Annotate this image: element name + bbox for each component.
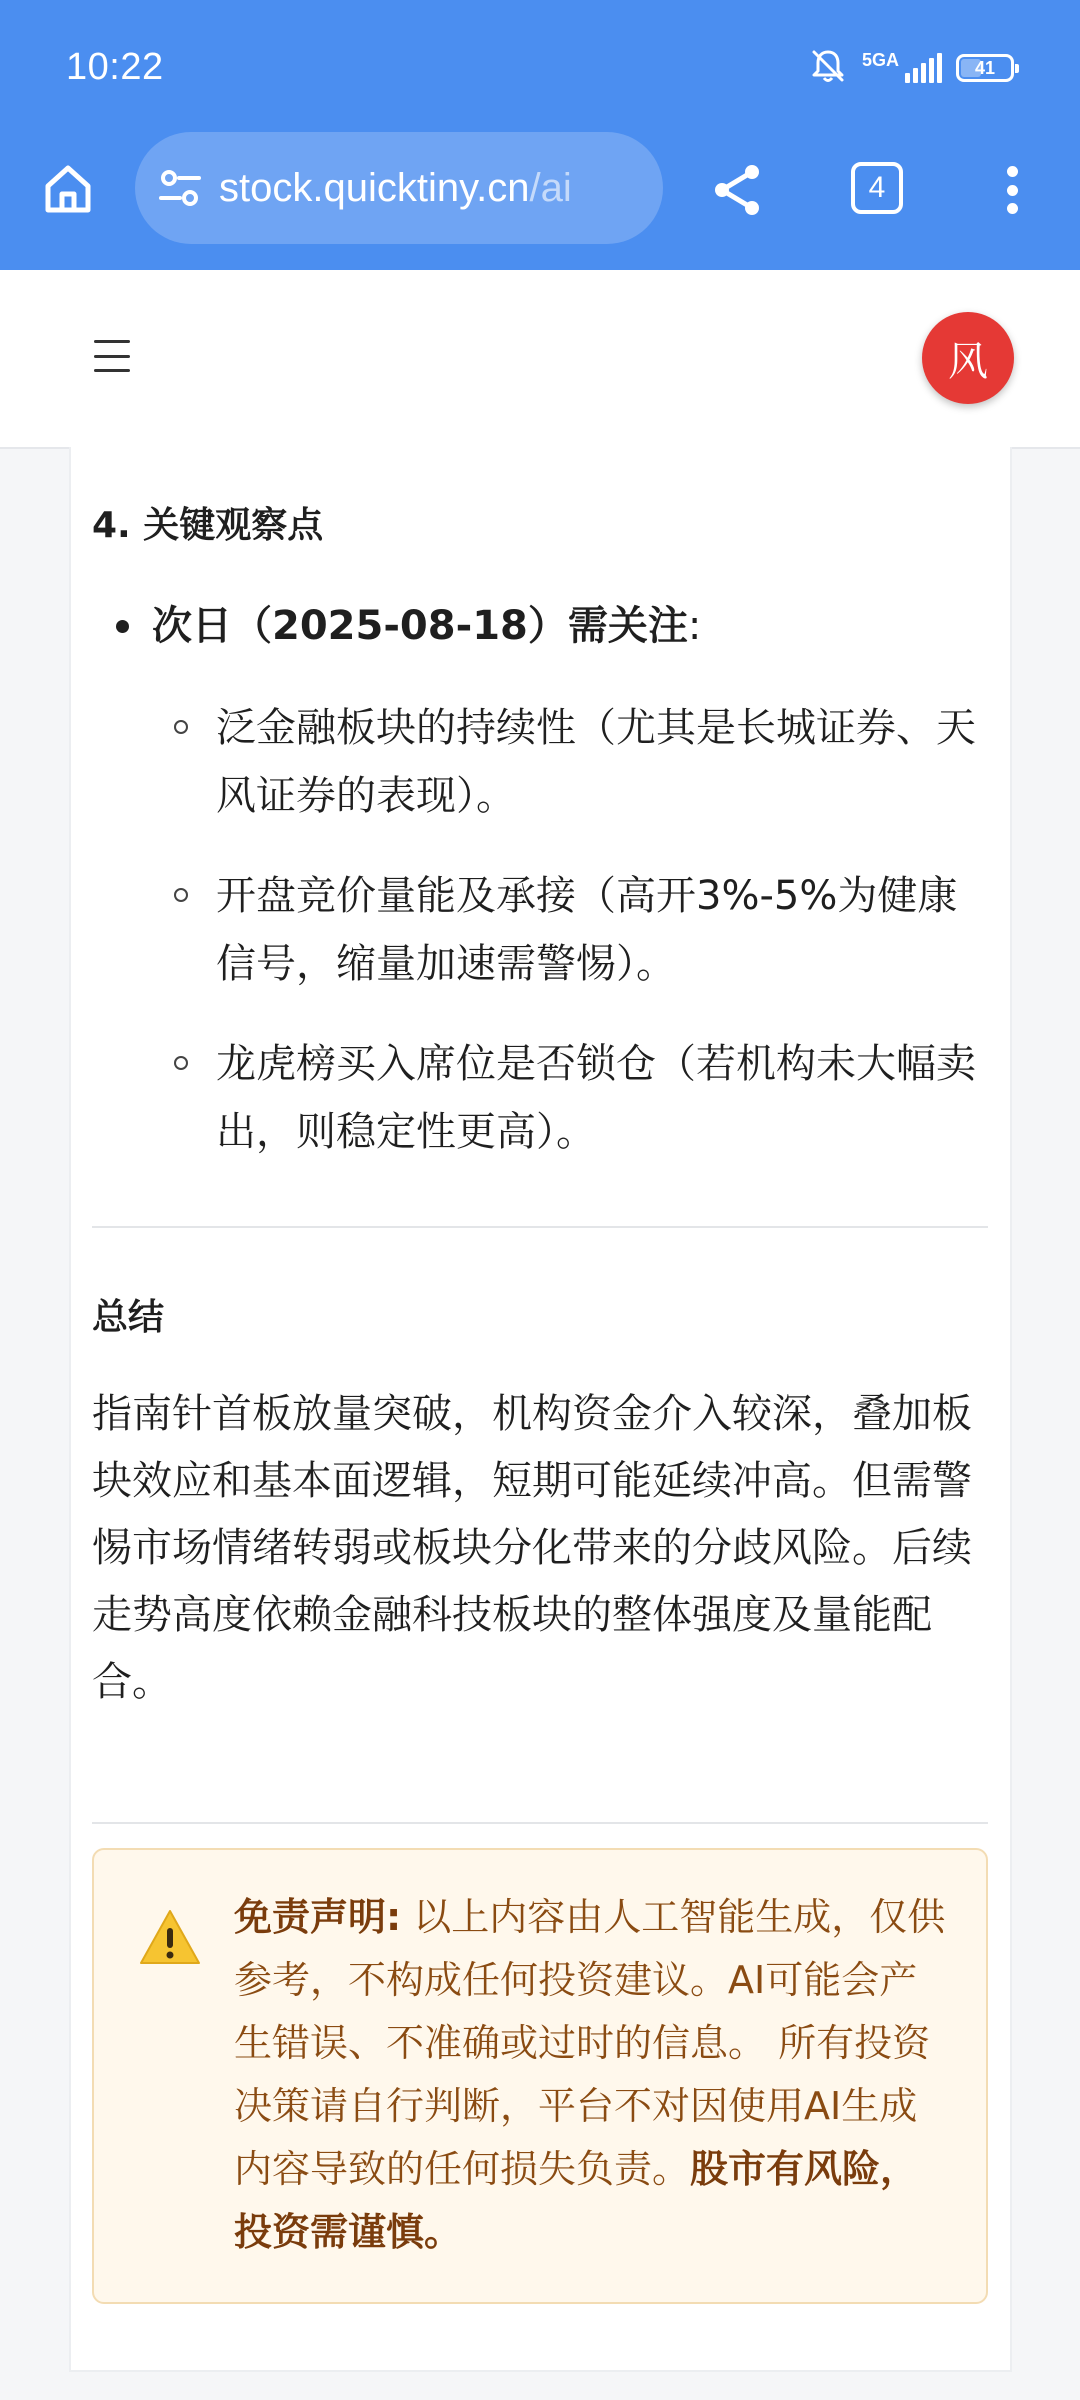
circle-bullet-icon <box>174 720 188 734</box>
tab-switcher-button[interactable]: 4 <box>851 162 903 214</box>
battery-icon <box>956 54 1014 82</box>
status-time: 10:22 <box>66 46 164 88</box>
battery-level: 41 <box>974 57 996 78</box>
list-item-text: 泛金融板块的持续性（尤其是长城证券、天风证券的表现）。 <box>216 705 976 819</box>
address-bar[interactable] <box>135 132 663 244</box>
signal-icon <box>905 53 942 83</box>
list-item-text: 龙虎榜买入席位是否锁仓（若机构未大幅卖出，则稳定性更高）。 <box>216 1041 976 1155</box>
disclaimer-body: 以上内容由人工智能生成，仅供参考，不构成任何投资建议。AI可能会产生错误、不准确或过时的信息。 所有投资决策请自行判断，平台不对因使用AI生成内容导致的任何损失负责。 <box>234 1895 946 2191</box>
summary-title: 总结 <box>92 1297 165 1338</box>
circle-bullet-icon <box>174 1056 188 1070</box>
section-heading: 4. 关键观察点 <box>92 505 324 546</box>
list-item-text: 开盘竞价量能及承接（高开3%-5%为健康信号，缩量加速需警惕）。 <box>216 873 958 987</box>
bullet-text <box>152 598 701 654</box>
disclaimer-box <box>92 1848 988 2304</box>
network-type: 5GA <box>861 50 899 70</box>
share-button[interactable] <box>706 158 770 222</box>
warning-icon <box>138 1906 202 1970</box>
avatar[interactable]: 风 <box>922 312 1014 404</box>
list-item <box>176 1030 996 1166</box>
home-button[interactable] <box>36 156 100 220</box>
bell-off-icon <box>808 46 848 90</box>
list-item <box>176 862 996 998</box>
bullet-colon: : <box>687 603 702 649</box>
url-path: /ai <box>529 165 572 210</box>
bullet-dot <box>116 620 129 633</box>
url-text[interactable] <box>219 166 572 211</box>
circle-bullet-icon <box>174 888 188 902</box>
share-icon <box>708 160 768 220</box>
tune-icon[interactable] <box>155 163 205 213</box>
divider <box>92 1226 988 1228</box>
divider <box>92 1822 988 1824</box>
browser-chrome <box>0 0 1080 270</box>
more-vert-icon[interactable] <box>996 158 1028 222</box>
status-icons <box>808 46 1014 90</box>
disclaimer-emphasis: 股市有风险，投资需谨慎。 <box>234 2147 919 2254</box>
disclaimer-text <box>234 1886 954 2264</box>
disclaimer-label: 免责声明: <box>234 1895 402 1939</box>
summary-body: 指南针首板放量突破，机构资金介入较深，叠加板块效应和基本面逻辑，短期可能延续冲高。但需警惕市场情绪转弱或板块分化带来的分歧风险。后续走势高度依赖金融科技板块的整体强度及量能配合。 <box>92 1391 972 1705</box>
bullet-label: 次日（2025-08-18）需关注 <box>152 603 688 649</box>
menu-icon[interactable] <box>94 338 130 374</box>
list-item <box>176 694 996 830</box>
site-header <box>0 270 1080 449</box>
url-host: stock.quicktiny.cn <box>219 165 530 210</box>
home-icon <box>38 158 98 218</box>
